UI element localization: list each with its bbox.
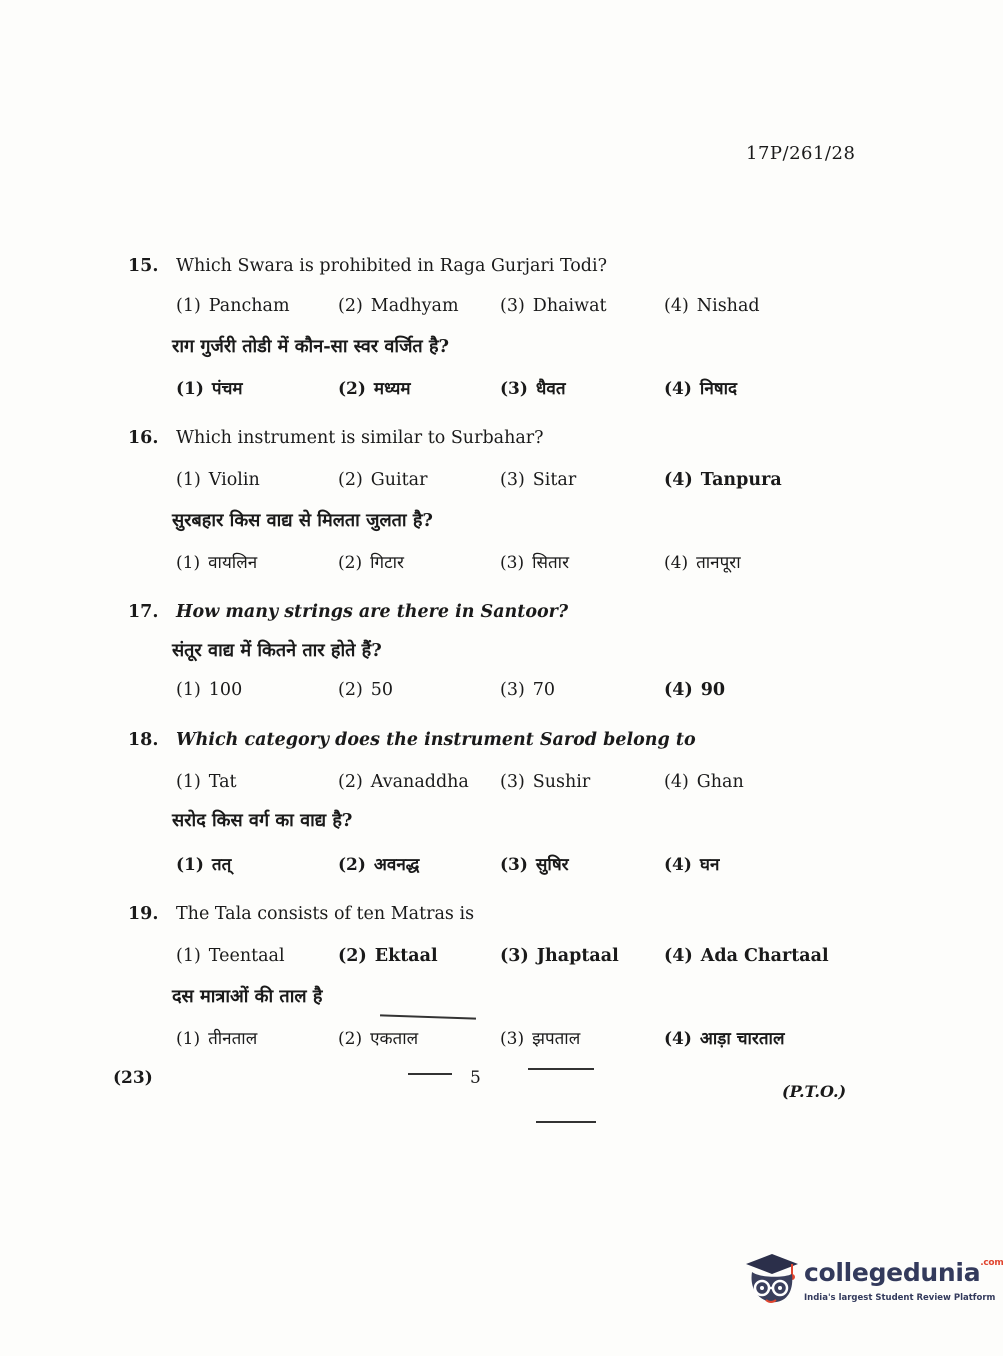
options-hi (128, 550, 868, 592)
pen-mark (408, 1073, 452, 1075)
collegedunia-logo (742, 1250, 1003, 1312)
question-text-en: The Tala consists of ten Matras is (176, 904, 475, 924)
options-hi (128, 376, 868, 418)
logo-wordmark: collegedunia$^{.com}$ (804, 1258, 1003, 1287)
option-3: (3) सुषिर (500, 855, 569, 875)
option-3: (3) Dhaiwat (500, 296, 607, 316)
paper-code: 17P/261/28 (746, 143, 856, 164)
question-text-en: Which instrument is similar to Surbahar? (176, 428, 544, 448)
option-4: (4) Tanpura (664, 470, 782, 490)
question-17 (128, 602, 868, 722)
question-text-hi: सुरबहार किस वाद्य से मिलता जुलता है? (172, 510, 433, 531)
option-4: (4) Ghan (664, 772, 744, 792)
option-4: (4) घन (664, 855, 720, 875)
option-1: (1) Teentaal (176, 946, 285, 966)
option-2: (2) मध्यम (338, 379, 411, 399)
pen-mark (528, 1068, 594, 1070)
option-1: (1) तीनताल (176, 1029, 258, 1049)
question-18 (128, 730, 868, 894)
question-text-hi: सरोद किस वर्ग का वाद्य है? (172, 810, 353, 831)
options-hi (128, 1026, 868, 1068)
option-4: (4) Nishad (664, 296, 760, 316)
option-4: (4) 90 (664, 680, 726, 700)
option-4: (4) निषाद (664, 379, 738, 399)
option-1: (1) तत् (176, 855, 232, 875)
options-en (128, 772, 868, 808)
question-text-hi: संतूर वाद्य में कितने तार होते हैं? (172, 640, 382, 661)
question-15 (128, 256, 868, 418)
option-1: (1) Violin (176, 470, 260, 490)
pen-mark (536, 1121, 596, 1123)
question-text-en: Which Swara is prohibited in Raga Gurjari Todi? (176, 256, 607, 276)
option-3: (3) झपताल (500, 1029, 581, 1049)
option-1: (1) Tat (176, 772, 237, 792)
option-2: (2) गिटार (338, 553, 404, 573)
question-text-hi: राग गुर्जरी तोडी में कौन-सा स्वर वर्जित है? (172, 336, 450, 357)
option-2: (2) एकताल (338, 1029, 419, 1049)
option-1: (1) 100 (176, 680, 243, 700)
options (128, 680, 868, 722)
option-3: (3) Jhaptaal (500, 946, 619, 966)
question-number: 18. (128, 730, 159, 750)
page-number: 5 (470, 1068, 481, 1088)
options-en (128, 296, 868, 334)
option-2: (2) Ektaal (338, 946, 438, 966)
option-1: (1) वायलिन (176, 553, 258, 573)
options-hi (128, 852, 868, 894)
option-4: (4) Ada Chartaal (664, 946, 829, 966)
option-2: (2) 50 (338, 680, 394, 700)
option-3: (3) धैवत (500, 379, 566, 399)
question-text-en: Which category does the instrument Sarod belong to (176, 730, 696, 750)
option-1: (1) पंचम (176, 379, 243, 399)
question-number: 15. (128, 256, 159, 276)
question-16 (128, 428, 868, 592)
question-number: 16. (128, 428, 159, 448)
question-19 (128, 904, 868, 1068)
option-3: (3) Sitar (500, 470, 577, 490)
option-3: (3) 70 (500, 680, 556, 700)
option-2: (2) Guitar (338, 470, 428, 490)
logo-tagline: India's largest Student Review Platform (804, 1293, 996, 1303)
pto-note: (P.T.O.) (782, 1082, 847, 1101)
option-1: (1) Pancham (176, 296, 290, 316)
option-4: (4) तानपूरा (664, 553, 741, 573)
option-2: (2) Avanaddha (338, 772, 469, 792)
option-2: (2) Madhyam (338, 296, 459, 316)
options-en (128, 946, 868, 984)
option-3: (3) सितार (500, 553, 570, 573)
option-2: (2) अवनद्ध (338, 855, 420, 875)
footer-code: (23) (113, 1068, 153, 1088)
question-number: 17. (128, 602, 159, 622)
option-4: (4) आड़ा चारताल (664, 1029, 785, 1049)
question-number: 19. (128, 904, 159, 924)
option-3: (3) Sushir (500, 772, 591, 792)
question-text-en: How many strings are there in Santoor? (176, 602, 569, 622)
question-text-hi: दस मात्राओं की ताल है (172, 986, 323, 1007)
mascot-icon (742, 1250, 802, 1312)
options-en (128, 470, 868, 508)
